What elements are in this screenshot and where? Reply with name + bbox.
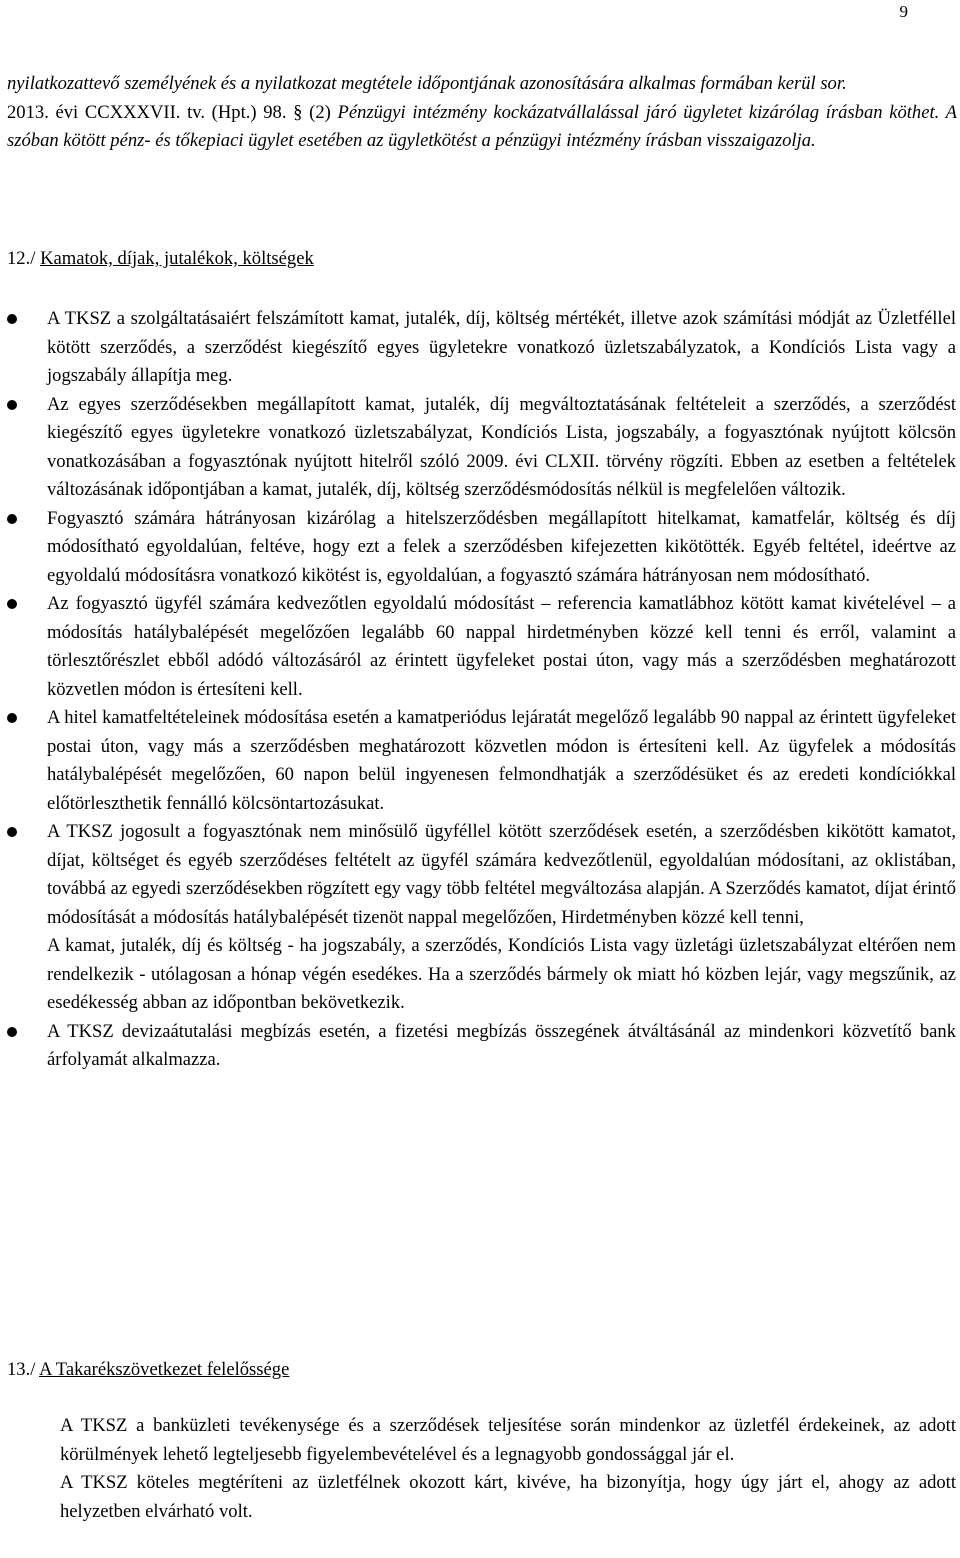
section-12-heading xyxy=(7,245,314,274)
bullet-paragraph: A TKSZ a szolgáltatásaiért felszámított kamat, jutalék, díj, költség mértékét, illetve azok számítási módját az Üzletféllel kötött szerződés, a szerződést kiegészítő egyes ügyletekre vonatkozó üzletszabályzatok, a Kondíciós Lista vagy a jogszabály állapítja meg. xyxy=(47,308,956,386)
section-12-title: Kamatok, díjak, jutalékok, költségek xyxy=(40,248,314,269)
list-item xyxy=(0,704,960,818)
list-item xyxy=(0,391,960,505)
intro-block xyxy=(7,70,957,156)
intro-paragraph: nyilatkozattevő személyének és a nyilatkozat megtétele időpontjának azonosítására alkalmas formában kerül sor. xyxy=(7,73,847,94)
bullet-paragraph: Az egyes szerződésekben megállapított kamat, jutalék, díj megváltoztatásának feltételeit a szerződés, a szerződést kiegészítő egyes ügyletekre vonatkozó üzletszabályzat, Kondíciós Lista, jogszabály, a fogyasztónak nyújtott kölcsön vonatkozásában a fogyasztónak nyújtott hitelről szóló 2009. évi CLXII. törvény rögzíti. Ebben az esetben a feltételek változásának időpontjában a kamat, jutalék, díj, költség szerződésmódosítás nélkül is megfelelően változik. xyxy=(47,393,956,500)
section-13-number: 13./ xyxy=(7,1359,36,1380)
bullet-paragraph: A TKSZ devizaátutalási megbízás esetén, a fizetési megbízás összegének átváltásánál az mindenkori közvetítő bank árfolyamát alkalmazza. xyxy=(47,1020,956,1070)
bullet-paragraph: A hitel kamatfeltételeinek módosítása esetén a kamatperiódus lejáratát megelőző legalább 90 nappal az érintett ügyfeleket postai úton, vagy más a szerződésben meghatározott közvetlen módon is értesíteni kell. Az ügyfelek a módosítás hatálybalépését megelőzően, 60 napon belül ingyenesen felmondhatják a szerződésüket és az eredeti kondíciókkal előtörleszthetik fennálló kölcsöntartozásukat. xyxy=(47,707,956,814)
hpt-citation-prefix: 2013. évi CCXXXVII. tv. (Hpt.) 98. § (2) xyxy=(7,101,338,123)
bullet-paragraph: A kamat, jutalék, díj és költség - ha jogszabály, a szerződés, Kondíciós Lista vagy üzletági üzletszabályzat eltérően nem rendelkezik - utólagosan a hónap végén esedékes. Ha a szerződés bármely ok miatt hó közben lejár, vagy megszűnik, az esedékesség abban az időpontban bekövetkezik. xyxy=(47,935,956,1013)
section-13-paragraph: A TKSZ köteles megtéríteni az üzletfélnek okozott kárt, kivéve, ha bizonyítja, hogy úgy járt el, ahogy az adott helyzetben elvárható volt. xyxy=(60,1472,956,1522)
hpt-citation-paragraph xyxy=(7,99,957,156)
section-13-title: A Takarékszövetkezet felelőssége xyxy=(39,1359,290,1380)
list-item xyxy=(0,590,960,704)
list-item xyxy=(0,1018,960,1075)
list-item xyxy=(0,505,960,591)
bullet-icon xyxy=(7,314,17,324)
bullet-paragraph: Az fogyasztó ügyfél számára kedvezőtlen egyoldalú módosítást – referencia kamatlábhoz kötött kamat kivételével – a módosítás hatálybalépését megelőzően legalább 60 nappal hirdetményben közzé kell tenni és erről, valamint a törlesztőrészlet ebből adódó változásáról az érintett ügyfeleket postai úton, vagy más a szerződésben meghatározott közvetlen módon is értesíteni kell. xyxy=(47,593,956,700)
bullet-icon xyxy=(7,713,17,723)
bullet-icon xyxy=(7,599,17,609)
section-12-bullet-list xyxy=(0,305,960,1075)
section-13-body xyxy=(60,1412,956,1526)
bullet-icon xyxy=(7,827,17,837)
bullet-icon xyxy=(7,400,17,410)
bullet-icon xyxy=(7,1027,17,1037)
list-item xyxy=(0,305,960,391)
page-number: 9 xyxy=(899,2,908,21)
section-12-number: 12./ xyxy=(7,248,36,269)
hpt-citation-text: Pénzügyi intézmény kockázatvállalással járó ügyletet kizárólag írásban köthet. A szóban kötött pénz- és tőkepiaci ügylet esetében az ügyletkötést a pénzügyi intézmény írásban visszaigazolja. xyxy=(7,101,957,151)
bullet-paragraph: A TKSZ jogosult a fogyasztónak nem minősülő ügyféllel kötött szerződések esetén, a szerződésben kikötött kamatot, díjat, költséget és egyéb szerződéses feltételt az ügyfél számára kedvezőtlenül, egyoldalúan módosítani, az oklistában, továbbá az egyedi szerződésekben rögzített egy vagy több feltétel megváltozása alapján. A Szerződés kamatot, díjat érintő módosítását a módosítás hatálybalépését tizenöt nappal megelőzően, Hirdetményben közzé kell tenni, xyxy=(47,821,956,928)
section-13-paragraph: A TKSZ a banküzleti tevékenysége és a szerződések teljesítése során mindenkor az üzletfél érdekeinek, az adott körülmények lehető legteljesebb figyelembevételével és a legnagyobb gondossággal jár el. xyxy=(60,1415,956,1465)
section-13-heading xyxy=(7,1356,289,1385)
bullet-icon xyxy=(7,514,17,524)
list-item xyxy=(0,818,960,1018)
bullet-paragraph: Fogyasztó számára hátrányosan kizárólag a hitelszerződésben megállapított hitelkamat, kamatfelár, költség és díj módosítható egyoldalúan, feltéve, hogy ezt a felek a szerződésben kifejezetten kikötötték. Egyéb feltétel, ideértve az egyoldalú módosításra vonatkozó kikötést is, egyoldalúan, a fogyasztó számára hátrányosan nem módosítható. xyxy=(47,507,956,586)
